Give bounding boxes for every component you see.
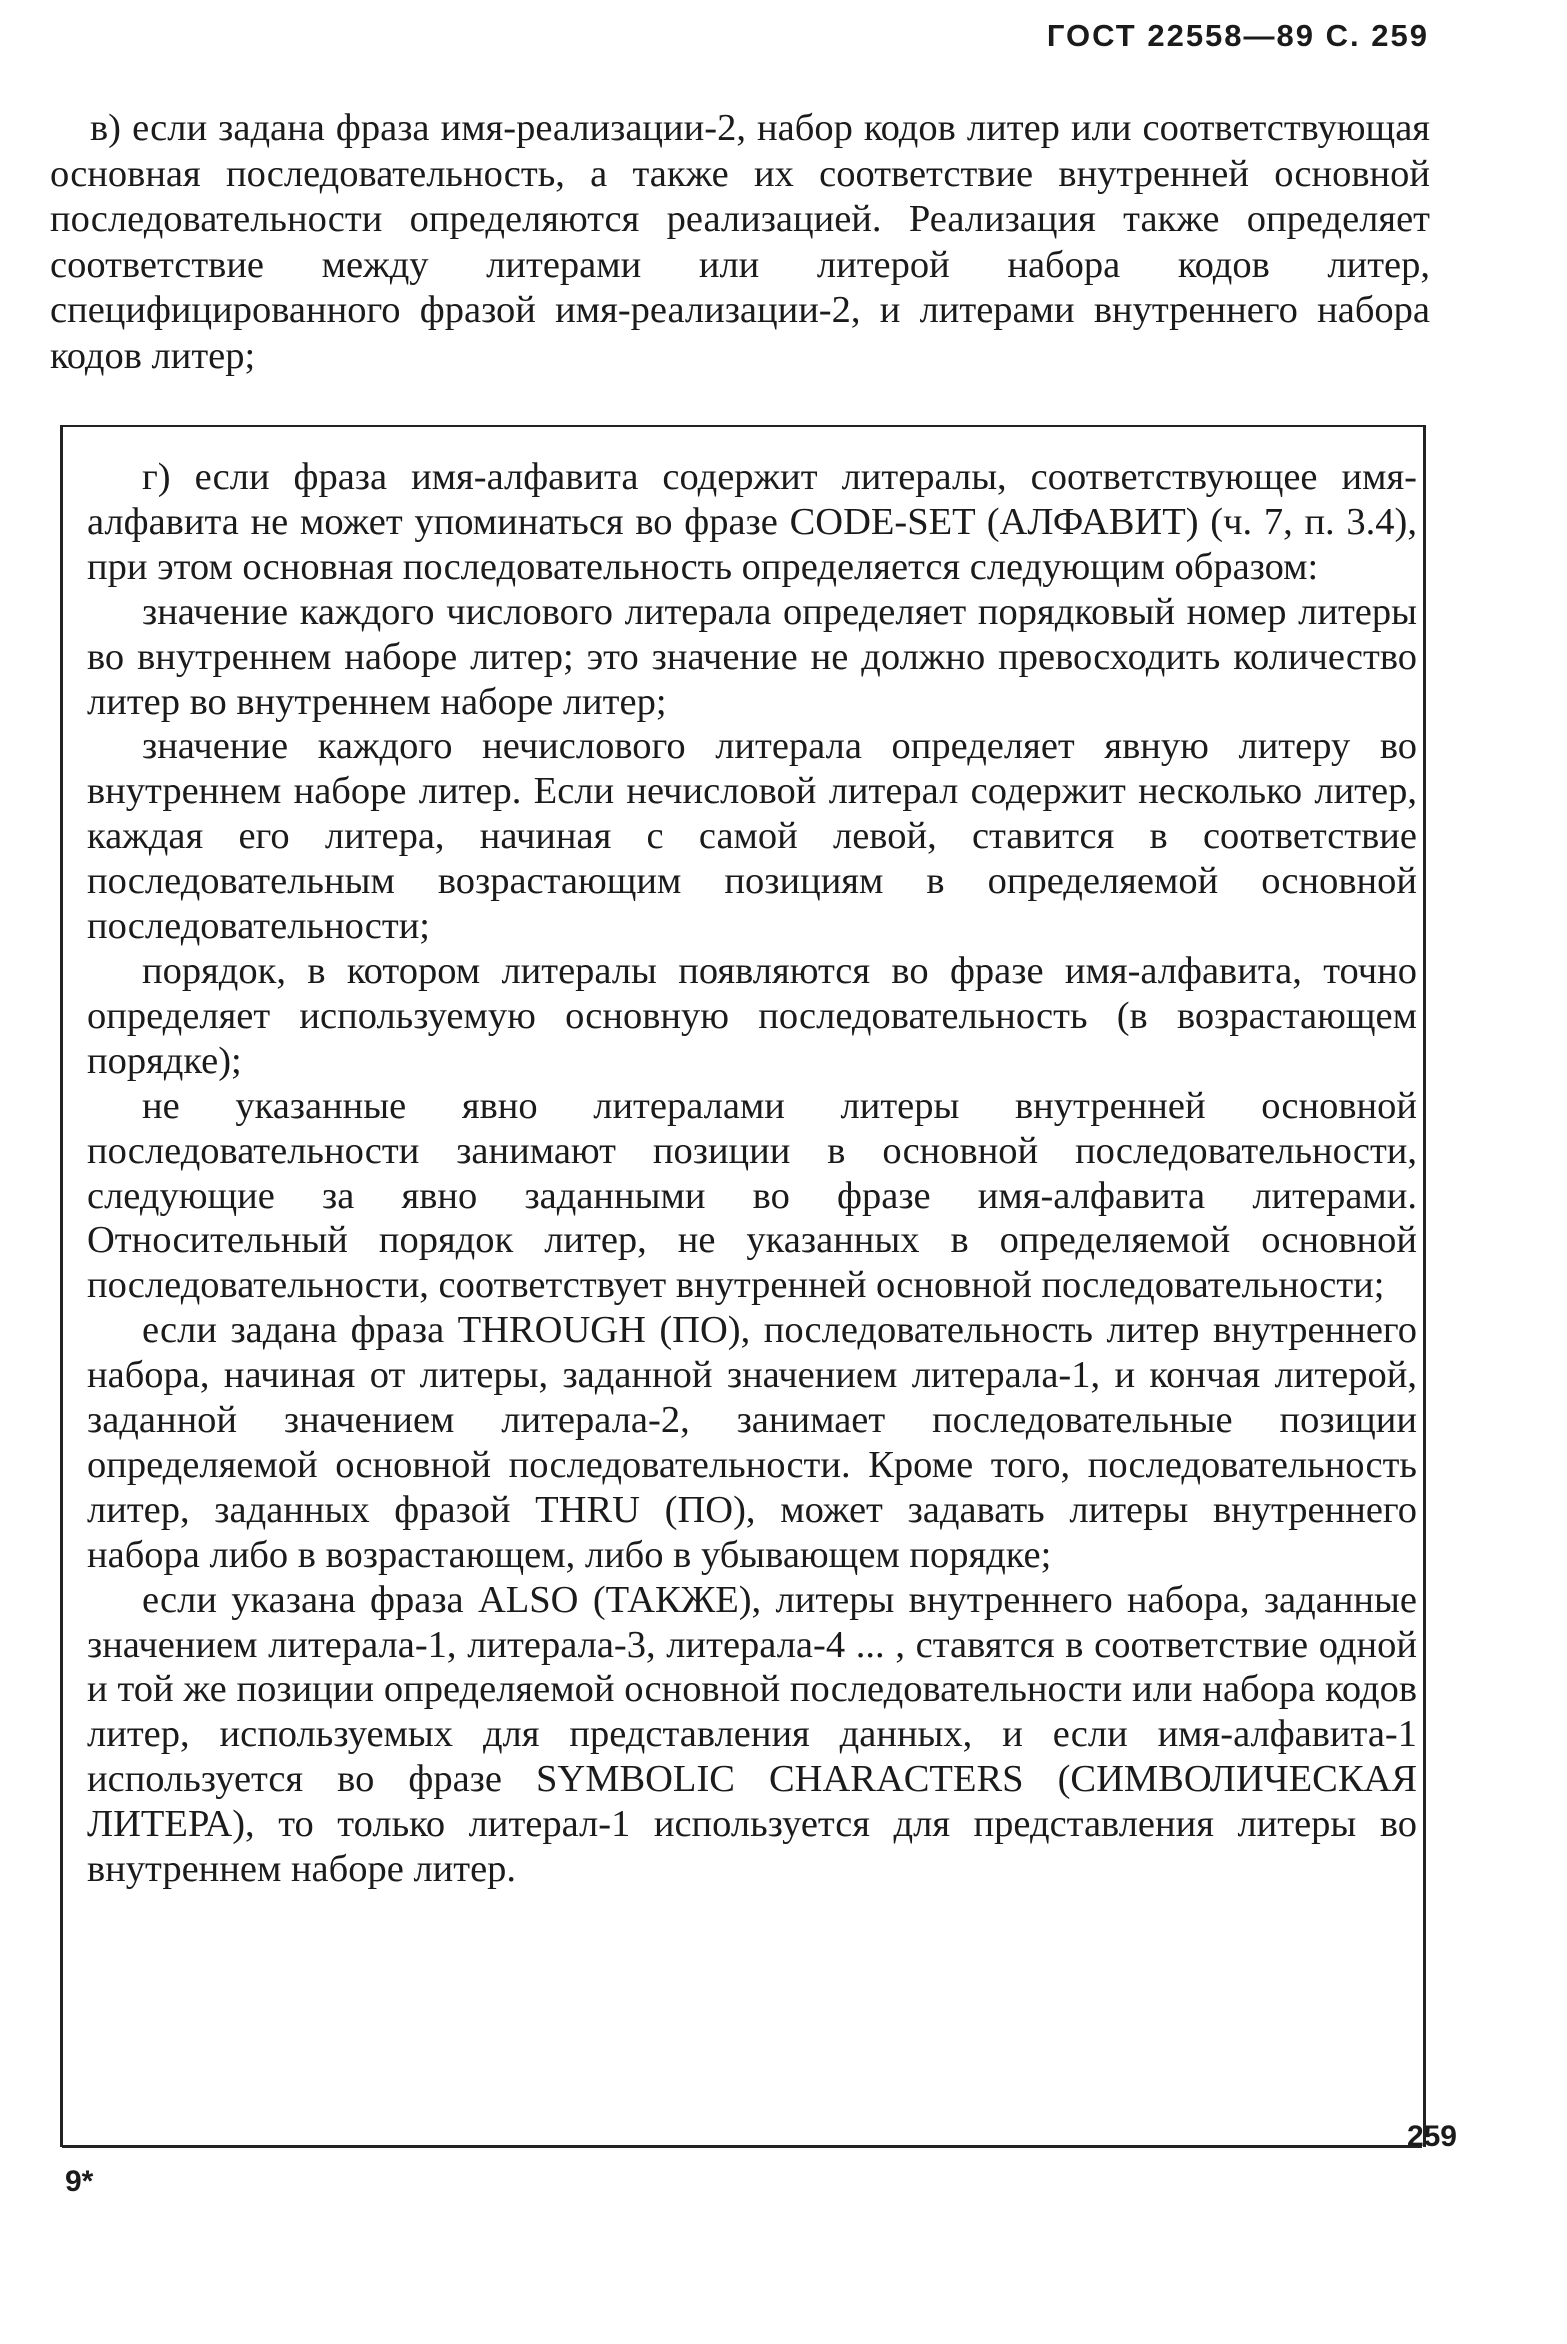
box-paragraph-unspecified: не указанные явно литералами литеры внутренней основной последовательности занимают позиции в основной последовательности, следующие за явно заданными во фразе имя-алфавита литерами. Относительный порядок литер, не указанных в определяемой основной последовательности, соответствует внутренней основной последовательности;: [87, 1084, 1417, 1307]
change-box-text: [87, 455, 1417, 1892]
paragraph-v-text: в) если задана фраза имя-реализации-2, набор кодов литер или соответствующая основная последовательность, а также их соответствие внутренней основной последовательности определяются реализацией. Реализация также определяет соответствие между литерами или литерой набора кодов литер, специфицированного фразой имя-реализации-2, и литерами внутреннего набора кодов литер;: [50, 107, 1430, 377]
standard-id: ГОСТ 22558—89: [1046, 18, 1316, 53]
paragraph-v: [50, 106, 1430, 380]
page-number: 259: [1406, 2120, 1457, 2153]
box-paragraph-g: г) если фраза имя-алфавита содержит литералы, соответствующее имя-алфавита не может упоминаться во фразе CODE-SET (АЛФАВИТ) (ч. 7, п. 3.4), при этом основная последовательность определяется следующим образом:: [87, 456, 1417, 588]
box-paragraph-nonnumeric-literal: значение каждого нечислового литерала определяет явную литеру во внутреннем наборе литер. Если нечисловой литерал содержит несколько литер, каждая его литера, начиная с самой левой, ставится в соответствие последовательным возрастающим позициям в определяемой основной последовательности;: [87, 725, 1417, 948]
box-paragraph-also: если указана фраза ALSO (ТАКЖЕ), литеры внутреннего набора, заданные значением литерала-1, литерала-3, литерала-4 ... , ставятся в соответствие одной и той же позиции определяемой основной последовательности или набора кодов литер, используемых для представления данных, и если имя-алфавита-1 используется во фразе SYMBOLIC CHARACTERS (СИМВОЛИЧЕСКАЯ ЛИТЕРА), то только литерал-1 используется для представления литеры во внутреннем наборе литер.: [87, 1578, 1417, 1891]
box-paragraph-numeric-literal: значение каждого числового литерала определяет порядковый номер литеры во внутреннем наборе литер; это значение не должно превосходить количество литер во внутреннем наборе литер;: [87, 590, 1417, 723]
page-ref: С. 259: [1325, 18, 1429, 53]
signature-mark: 9*: [65, 2165, 94, 2198]
running-header: [1047, 18, 1429, 54]
box-paragraph-order: порядок, в котором литералы появляются во фразе имя-алфавита, точно определяет используемую основную последовательность (в возрастающем порядке);: [87, 949, 1417, 1082]
change-box-bottom-rule: [62, 2145, 1422, 2148]
box-paragraph-through: если задана фраза THROUGH (ПО), последовательность литер внутреннего набора, начиная от литеры, заданной значением литерала-1, и кончая литерой, заданной значением литерала-2, занимает последовательные позиции определяемой основной последовательности. Кроме того, последовательность литер, заданных фразой THRU (ПО), может задавать литеры внутреннего набора либо в возрастающем, либо в убывающем порядке;: [87, 1309, 1417, 1576]
